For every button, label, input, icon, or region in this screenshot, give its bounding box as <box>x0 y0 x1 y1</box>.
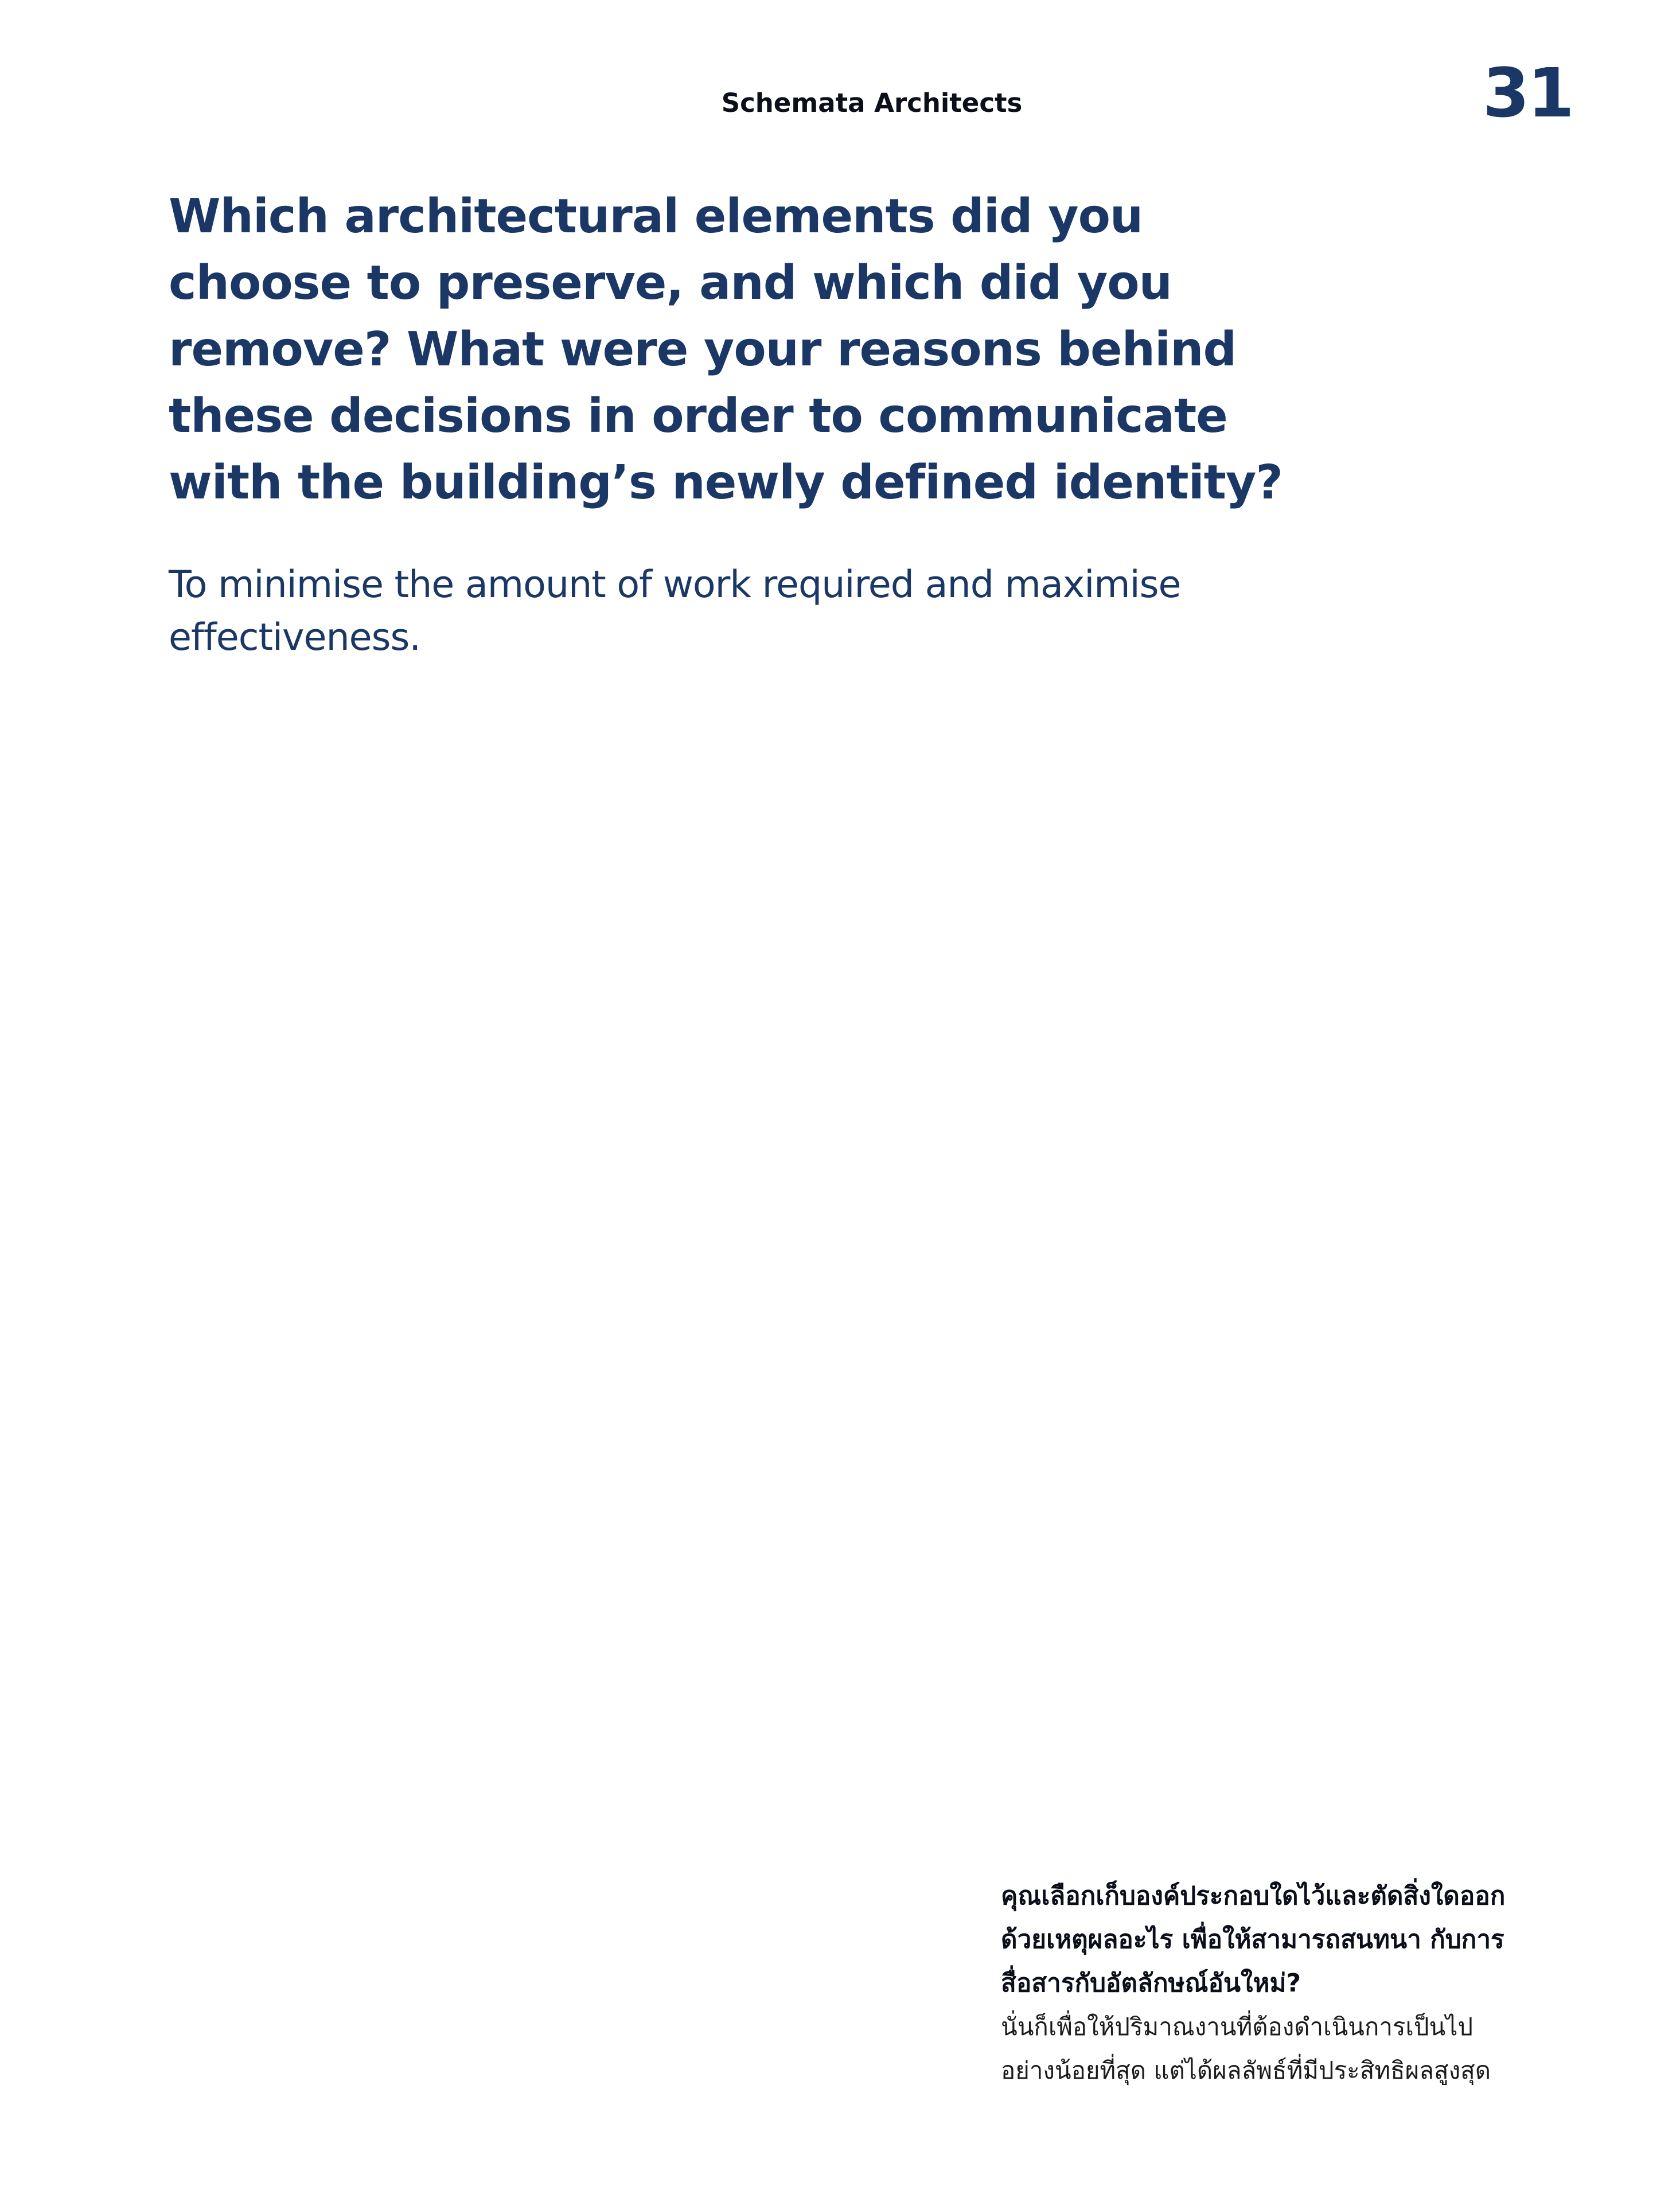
question-heading-en: Which architectural elements did you choose to preserve, and which did you remove? What were your reasons behind these decisions in order to communicate with the building’s newly defined identity? <box>169 189 1283 510</box>
page-number: 31 <box>1482 53 1572 132</box>
question-heading-th: คุณเลือกเก็บองค์ประกอบใดไว้และตัดสิ่งใดออก ด้วยเหตุผลอะไร เพื่อให้สามารถสนทนา กับการ สื่อสารกับอัตลักษณ์อันใหม่? <box>1001 1881 1506 1998</box>
answer-text-en: To minimise the amount of work required and maximise effectiveness. <box>169 563 1181 659</box>
running-header: Schemata Architects <box>721 88 1023 118</box>
answer-text-th: นั่นก็เพื่อให้ปริมาณงานที่ต้องดำเนินการเป็นไป อย่างน้อยที่สุด แต่ได้ผลลัพธ์ที่มีประสิทธิผลสูงสุด <box>1001 2013 1491 2084</box>
thai-translation <box>1001 1874 1574 2092</box>
